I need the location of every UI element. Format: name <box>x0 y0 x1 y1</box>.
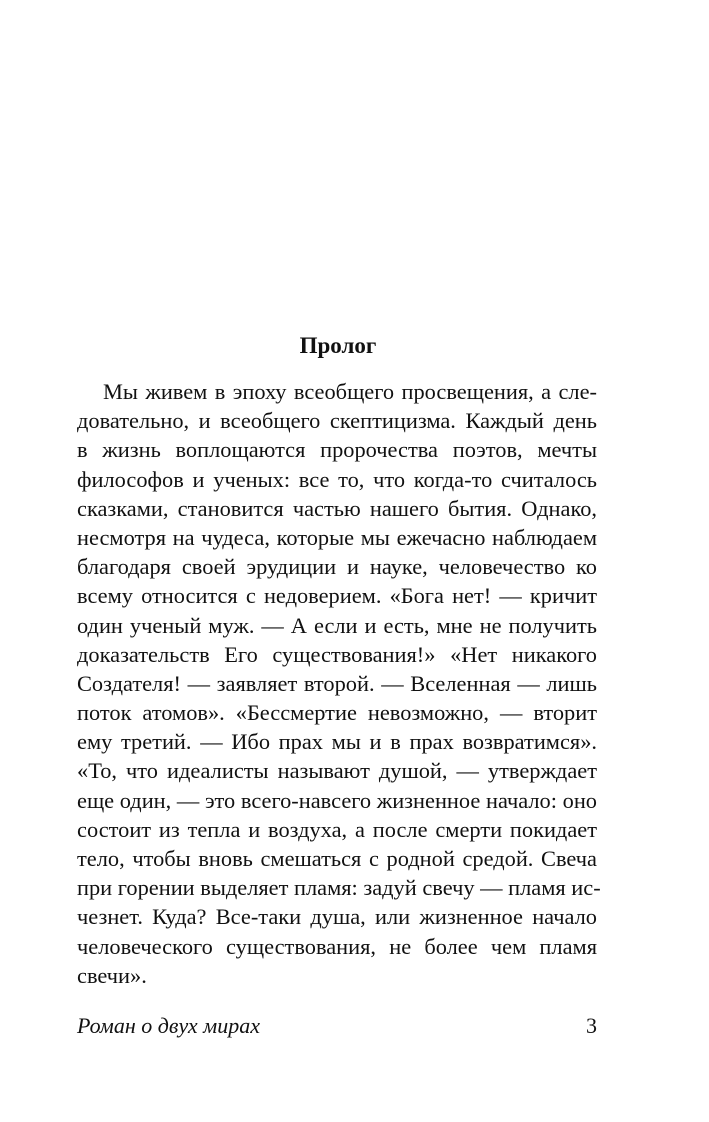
text-line: в жизнь воплощаются пророчества поэтов, мечты <box>77 437 597 463</box>
text-line: сказками, становится частью нашего бытия. Однако, <box>77 495 597 521</box>
text-line: несмотря на чудеса, которые мы ежечасно наблюдаем <box>77 524 597 550</box>
text-line: философов и ученых: все то, что когда-то считалось <box>77 466 597 492</box>
text-line: благодаря своей эрудиции и науке, человечество ко <box>77 554 597 580</box>
text-line: поток атомов». «Бессмертие невозможно, — вторит <box>77 700 597 726</box>
running-footer-title: Роман о двух мирах <box>77 1013 260 1038</box>
text-line: свечи». <box>77 962 147 988</box>
text-line: один ученый муж. — А если и есть, мне не получить <box>77 612 597 638</box>
text-line: доказательств Его существования!» «Нет никакого <box>77 641 597 667</box>
text-line: человеческого существования, не более чем пламя <box>77 933 597 959</box>
text-line: еще один, — это всего-навсего жизненное начало: оно <box>77 787 597 813</box>
text-line: довательно, и всеобщего скептицизма. Каждый день <box>77 408 597 434</box>
text-line: «То, что идеалисты называют душой, — утверждает <box>77 758 597 784</box>
text-line: состоит из тепла и воздуха, а после смерти покидает <box>77 816 597 842</box>
text-line: Создателя! — заявляет второй. — Вселенная — лишь <box>77 670 597 696</box>
text-line: чезнет. Куда? Все-таки душа, или жизненное начало <box>77 904 597 930</box>
text-line: Мы живем в эпоху всеобщего просвещения, а сле- <box>103 379 597 404</box>
page-number: 3 <box>586 1013 597 1038</box>
text-line: тело, чтобы вновь смешаться с родной средой. Свеча <box>77 846 597 871</box>
text-line: ему третий. — Ибо прах мы и в прах возвратимся». <box>77 729 597 755</box>
text-line: всему относится с недоверием. «Бога нет! — кричит <box>77 583 597 609</box>
chapter-title: Пролог <box>299 333 377 358</box>
text-line: при горении выделяет пламя: задуй свечу — пламя ис- <box>77 875 601 901</box>
prologue-paragraph <box>77 377 601 990</box>
